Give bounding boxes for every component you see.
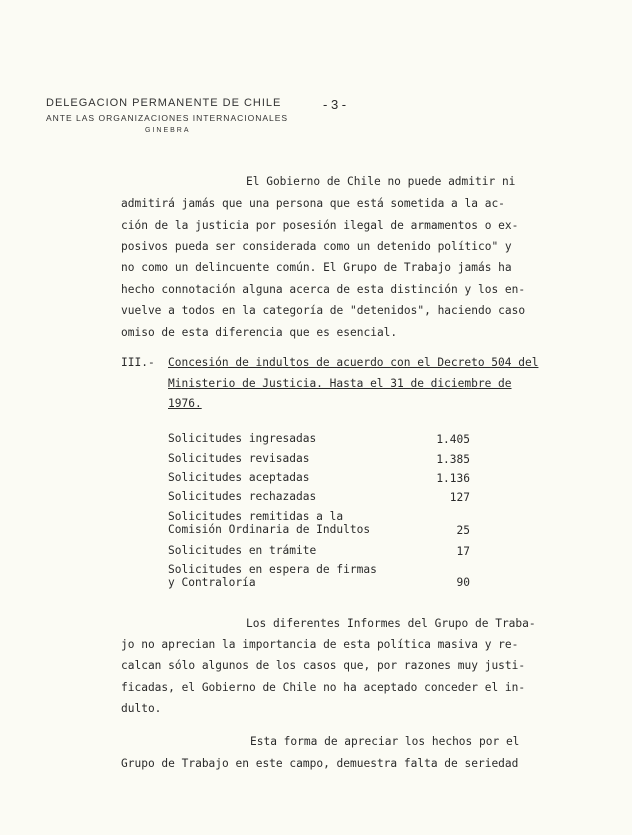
section-title-line: Concesión de indultos de acuerdo con el Decreto 504 del (168, 356, 539, 369)
stat-value: 1.405 (436, 433, 470, 446)
paragraph2-line: ficadas, el Gobierno de Chile no ha aceptado conceder el in- (121, 681, 526, 694)
stat-value: 25 (456, 524, 470, 537)
paragraph1-line: posivos pueda ser considerada como un detenido político" y (121, 240, 512, 253)
letterhead-line-3: GINEBRA (145, 127, 191, 134)
stat-value: 127 (449, 491, 470, 504)
stat-label: Solicitudes en trámite (168, 544, 317, 557)
paragraph1-line: admitirá jamás que una persona que está sometida a la ac- (121, 197, 505, 210)
stat-label: Solicitudes en espera de firmas y Contraloría (168, 563, 377, 589)
paragraph1-line: El Gobierno de Chile no puede admitir ni (246, 175, 516, 188)
stat-value: 1.136 (436, 472, 470, 485)
stat-label: Solicitudes revisadas (168, 452, 310, 465)
page-number: - 3 - (323, 97, 347, 112)
paragraph2-line: Los diferentes Informes del Grupo de Traba- (246, 617, 536, 630)
letterhead-line-1: DELEGACION PERMANENTE DE CHILE (46, 97, 282, 109)
stat-value: 90 (456, 576, 470, 589)
paragraph3-line: Esta forma de apreciar los hechos por el (250, 735, 520, 748)
stat-label: Solicitudes ingresadas (168, 432, 317, 445)
paragraph2-line: jo no aprecian la importancia de esta política masiva y re- (121, 638, 519, 651)
stat-value: 1.385 (436, 453, 470, 466)
paragraph3-line: Grupo de Trabajo en este campo, demuestra falta de seriedad (121, 757, 519, 770)
paragraph1-line: ción de la justicia por posesión ilegal de armamentos o ex- (121, 219, 519, 232)
section-title-line: 1976. (168, 397, 202, 410)
paragraph1-line: no como un delincuente común. El Grupo de Trabajo jamás ha (121, 261, 512, 274)
section-title-line: Ministerio de Justicia. Hasta el 31 de diciembre de (168, 377, 512, 390)
stat-label: Solicitudes rechazadas (168, 490, 317, 503)
letterhead-line-2: ANTE LAS ORGANIZACIONES INTERNACIONALES (46, 113, 289, 123)
stat-label: Solicitudes remitidas a la Comisión Ordinaria de Indultos (168, 510, 371, 536)
paragraph1-line: omiso de esta diferencia que es esencial. (121, 326, 398, 339)
paragraph1-line: vuelve a todos en la categoría de "detenidos", haciendo caso (121, 304, 526, 317)
paragraph2-line: calcan sólo algunos de los casos que, por razones muy justi- (121, 659, 526, 672)
section-number: III.- (121, 356, 155, 369)
paragraph1-line: hecho connotación alguna acerca de esta distinción y los en- (121, 283, 526, 296)
paragraph2-line: dulto. (121, 702, 162, 715)
stat-label: Solicitudes aceptadas (168, 471, 310, 484)
stat-value: 17 (456, 545, 470, 558)
